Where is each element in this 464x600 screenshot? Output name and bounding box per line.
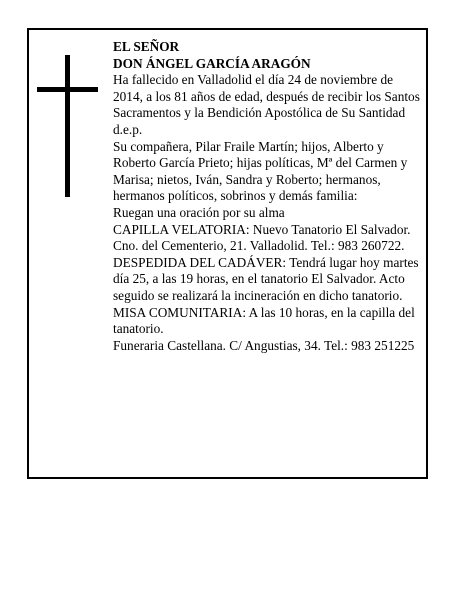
deceased-name: DON ÁNGEL GARCÍA ARAGÓN: [113, 55, 311, 71]
death-announcement: Ha fallecido en Valladolid el día 24 de noviembre de 2014, a los 81 años de edad, después de recibir los Santos Sacramentos y la Bendición Apostólica de Su Santidad: [113, 72, 420, 121]
mass-info: MISA COMUNITARIA: A las 10 horas, en la capilla del tanatorio.: [113, 304, 415, 337]
prayer-request: Ruegan una oración por su alma: [113, 204, 285, 220]
obituary-text: [113, 39, 422, 354]
cross-horizontal-bar: [37, 87, 98, 92]
farewell-info: DESPEDIDA DEL CADÁVER: Tendrá lugar hoy martes día 25, a las 19 horas, en el tanatorio El Salvador. Acto seguido se realizará la incineración en dicho tanatorio.: [113, 254, 419, 303]
funeral-home-info: Funeraria Castellana. C/ Angustias, 34. Tel.: 983 251225: [113, 337, 415, 353]
rest-in-peace: d.e.p.: [113, 121, 143, 137]
notice-title-line-1: EL SEÑOR: [113, 39, 180, 54]
family-members: Su compañera, Pilar Fraile Martín; hijos, Alberto y Roberto García Prieto; hijas políticas, Mª del Carmen y Marisa; nietos, Iván, Sandra y Roberto; hermanos, hermanos políticos, sobrinos y demás familia:: [113, 138, 408, 204]
cross-icon: [37, 55, 98, 197]
cross-vertical-bar: [65, 55, 70, 197]
chapel-info: CAPILLA VELATORIA: Nuevo Tanatorio El Salvador. Cno. del Cementerio, 21. Valladolid. Tel.: 983 260722.: [113, 221, 411, 254]
